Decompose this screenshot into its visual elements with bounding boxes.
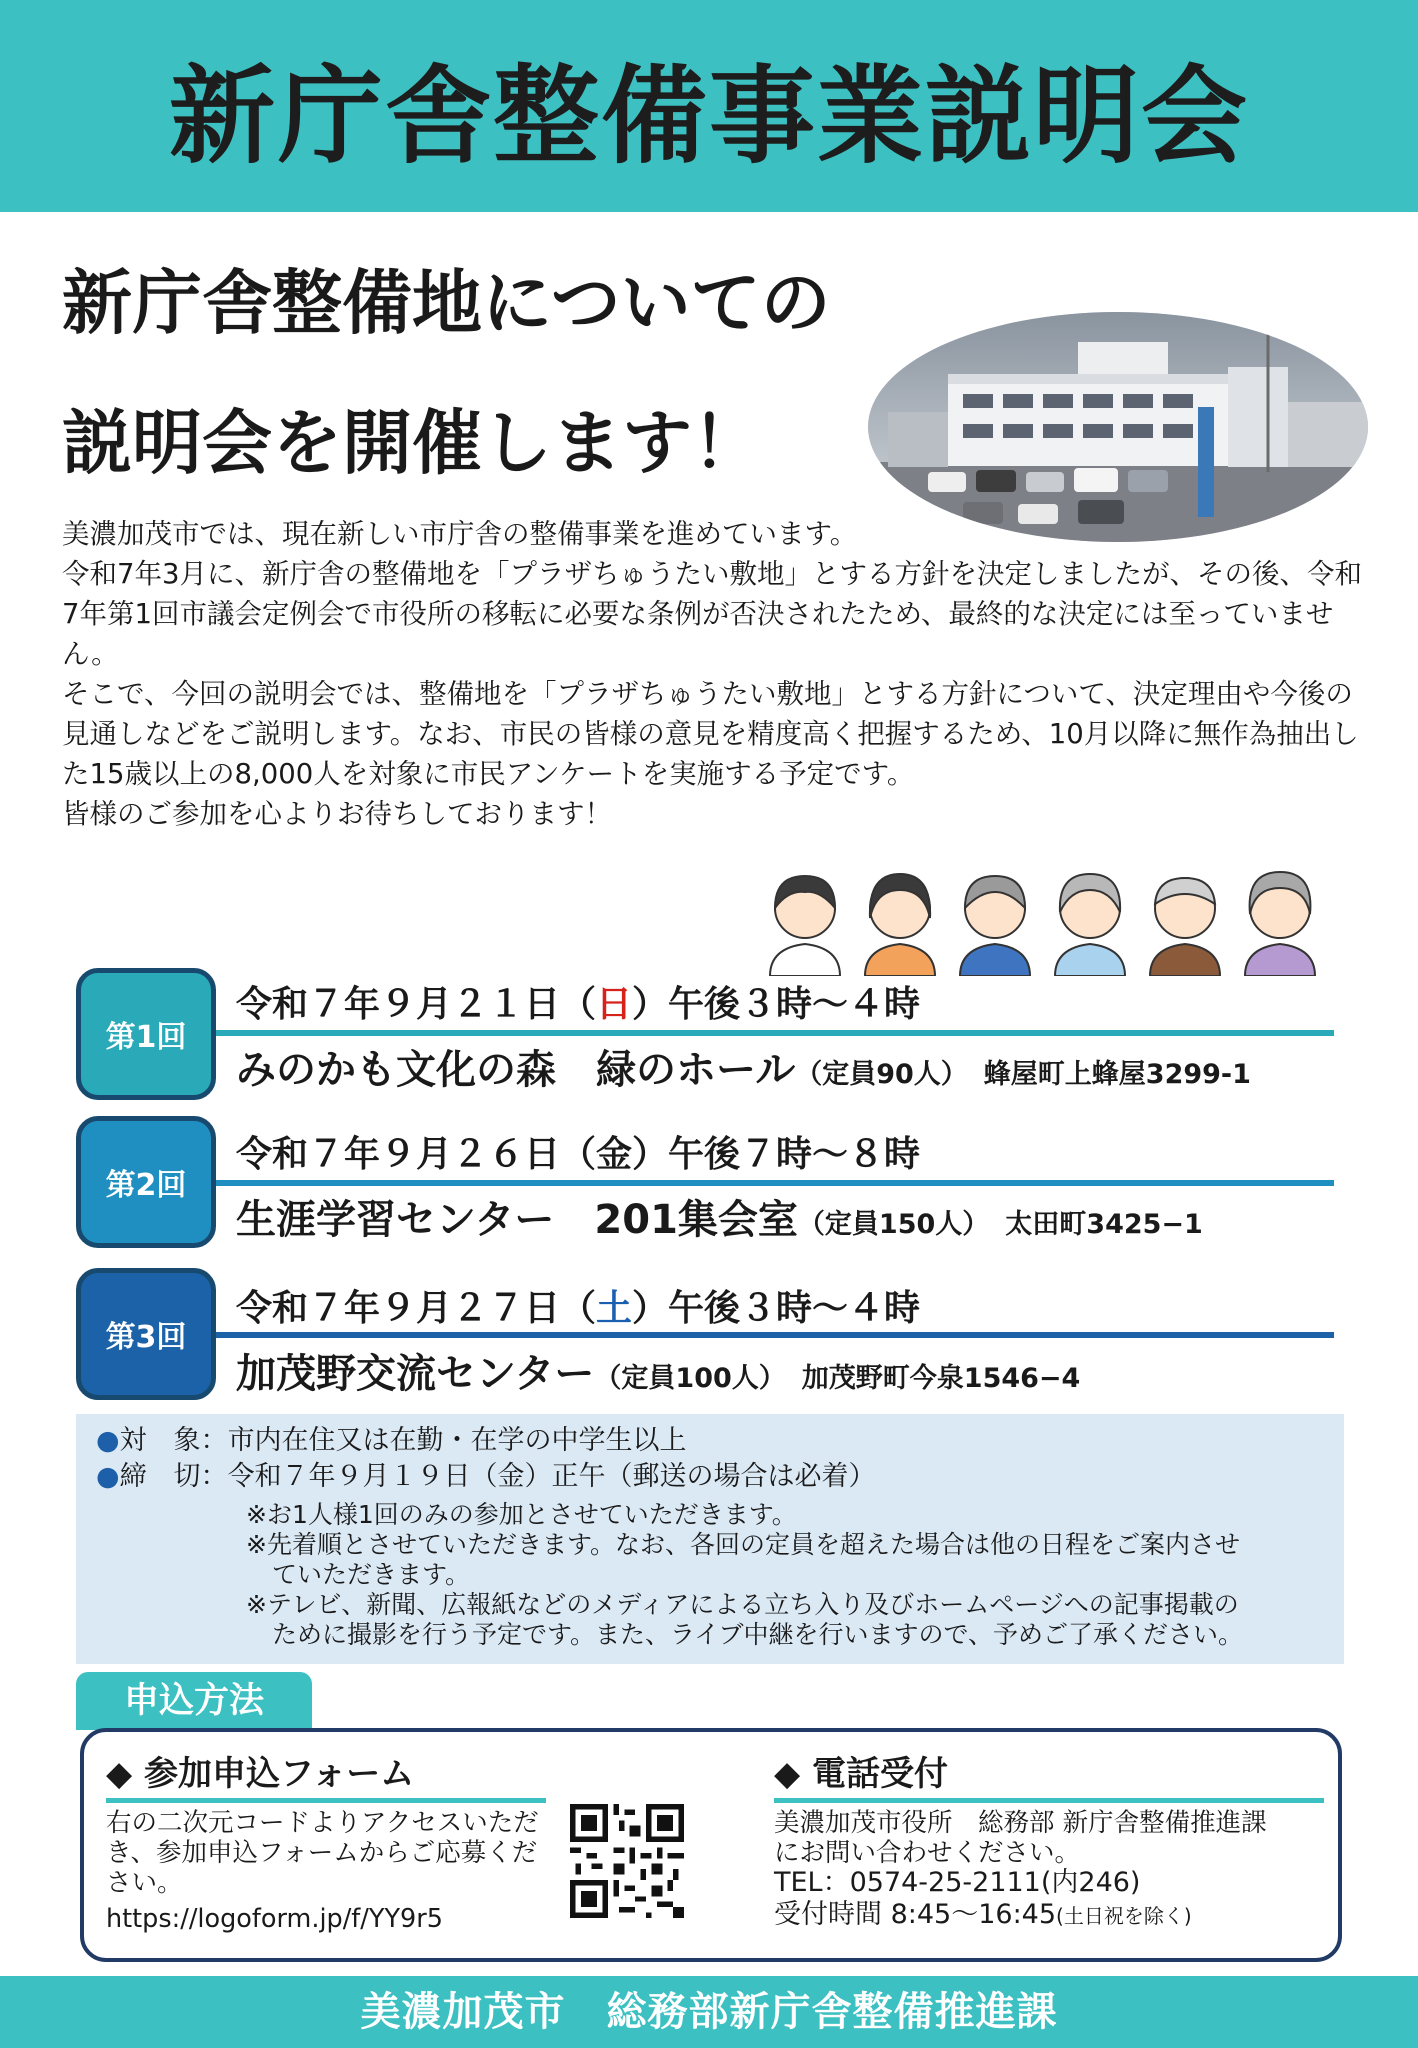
session-1-badge: 第1回 xyxy=(76,968,216,1100)
form-description: 右の二次元コードよりアクセスいただき、参加申込フォームからご応募ください。 xyxy=(106,1808,539,1898)
session-1-weekday: 日 xyxy=(596,984,633,1025)
note-3-cont: ために撮影を行う予定です。また、ライブ中継を行いますので、予めご了承ください。 xyxy=(272,1620,1244,1649)
person-icon xyxy=(1245,872,1315,976)
phone-number[interactable]: TEL：0574-25-2111(内246) xyxy=(774,1867,1141,1898)
intro-text xyxy=(62,514,1362,834)
person-icon xyxy=(1150,878,1220,976)
session-2-rule xyxy=(216,1180,1334,1186)
form-rule xyxy=(106,1798,546,1803)
session-2-venue: 生涯学習センター 201集会室（定員150人） 太田町3425−1 xyxy=(236,1197,1203,1243)
session-3-datetime: 令和７年９月２７日（土）午後３時～４時 xyxy=(236,1288,921,1329)
phone-text-2: にお問い合わせください。 xyxy=(774,1838,1081,1868)
note-1: ※お1人様1回のみの参加とさせていただきます。 xyxy=(246,1500,797,1529)
phone-hours: 受付時間 8:45～16:45(土日祝を除く) xyxy=(774,1899,1192,1930)
session-1-address: 蜂屋町上蜂屋3299-1 xyxy=(983,1059,1251,1090)
person-icon xyxy=(960,876,1030,976)
intro-paragraph-2: 令和7年3月に、新庁舎の整備地を「プラザちゅうたい敷地」とする方針を決定しましたが、その後、令和7年第1回市議会定例会で市役所の移転に必要な条例が否決されたため、最終的な決定には至っていません。 xyxy=(62,558,1362,670)
session-3-venue: 加茂野交流センター（定員100人） 加茂野町今泉1546−4 xyxy=(236,1351,1081,1397)
headline-line-1: 新庁舎整備地についての xyxy=(62,262,831,344)
note-2: ※先着順とさせていただきます。なお、各回の定員を超えた場合は他の日程をご案内させ xyxy=(246,1530,1240,1559)
person-icon xyxy=(1055,874,1125,976)
intro-paragraph-3: そこで、今回の説明会では、整備地を「プラザちゅうたい敷地」とする方針について、決定理由や今後の見通しなどをご説明します。なお、市民の皆様の意見を精度高く把握するため、10月以降に無作為抽出した15歳以上の8,000人を対象に市民アンケートを実施する予定です。 xyxy=(62,678,1359,790)
person-icon xyxy=(770,876,840,976)
target-row: ●対 象：市内在住又は在勤・在学の中学生以上 xyxy=(96,1425,687,1456)
session-1-venue: みのかも文化の森 緑のホール（定員90人） 蜂屋町上蜂屋3299-1 xyxy=(236,1047,1251,1093)
page-title: 新庁舎整備事業説明会 xyxy=(169,55,1249,178)
person-icon xyxy=(865,874,935,976)
session-2-badge: 第2回 xyxy=(76,1116,216,1248)
apply-box xyxy=(80,1728,1342,1962)
session-2-weekday: 金 xyxy=(596,1134,633,1175)
residents-illustration xyxy=(760,868,1340,976)
session-1-datetime: 令和７年９月２１日（日）午後３時～４時 xyxy=(236,984,921,1025)
session-3-badge: 第3回 xyxy=(76,1268,216,1400)
session-1-rule xyxy=(216,1030,1334,1036)
notice-box xyxy=(76,1414,1344,1664)
form-heading: ◆ 参加申込フォーム xyxy=(106,1754,415,1794)
session-2-datetime: 令和７年９月２６日（金）午後７時～８時 xyxy=(236,1134,921,1175)
session-3-weekday: 土 xyxy=(596,1288,633,1329)
qr-code[interactable] xyxy=(570,1804,684,1918)
footer-organization: 美濃加茂市 総務部新庁舎整備推進課 xyxy=(0,1976,1418,2048)
note-3: ※テレビ、新聞、広報紙などのメディアによる立ち入り及びホームページへの記事掲載の xyxy=(246,1590,1239,1619)
deadline-row: ●締 切：令和７年９月１９日（金）正午（郵送の場合は必着） xyxy=(96,1461,876,1492)
intro-paragraph-4: 皆様のご参加を心よりお待ちしております！ xyxy=(62,798,612,830)
session-2-address: 太田町3425−1 xyxy=(1005,1209,1203,1240)
note-2-cont: ていただきます。 xyxy=(272,1560,471,1589)
phone-heading: ◆ 電話受付 xyxy=(774,1754,948,1794)
form-url[interactable]: https://logoform.jp/f/YY9r5 xyxy=(106,1904,443,1934)
phone-rule xyxy=(774,1798,1324,1803)
city-hall-photo xyxy=(868,312,1368,542)
headline-line-2: 説明会を開催します！ xyxy=(62,402,762,484)
apply-method-tab: 申込方法 xyxy=(76,1672,312,1730)
session-3-address: 加茂野町今泉1546−4 xyxy=(801,1363,1081,1394)
phone-text-1: 美濃加茂市役所 総務部 新庁舎整備推進課 xyxy=(774,1808,1267,1838)
intro-paragraph-1: 美濃加茂市では、現在新しい市庁舎の整備事業を進めています。 xyxy=(62,518,858,550)
